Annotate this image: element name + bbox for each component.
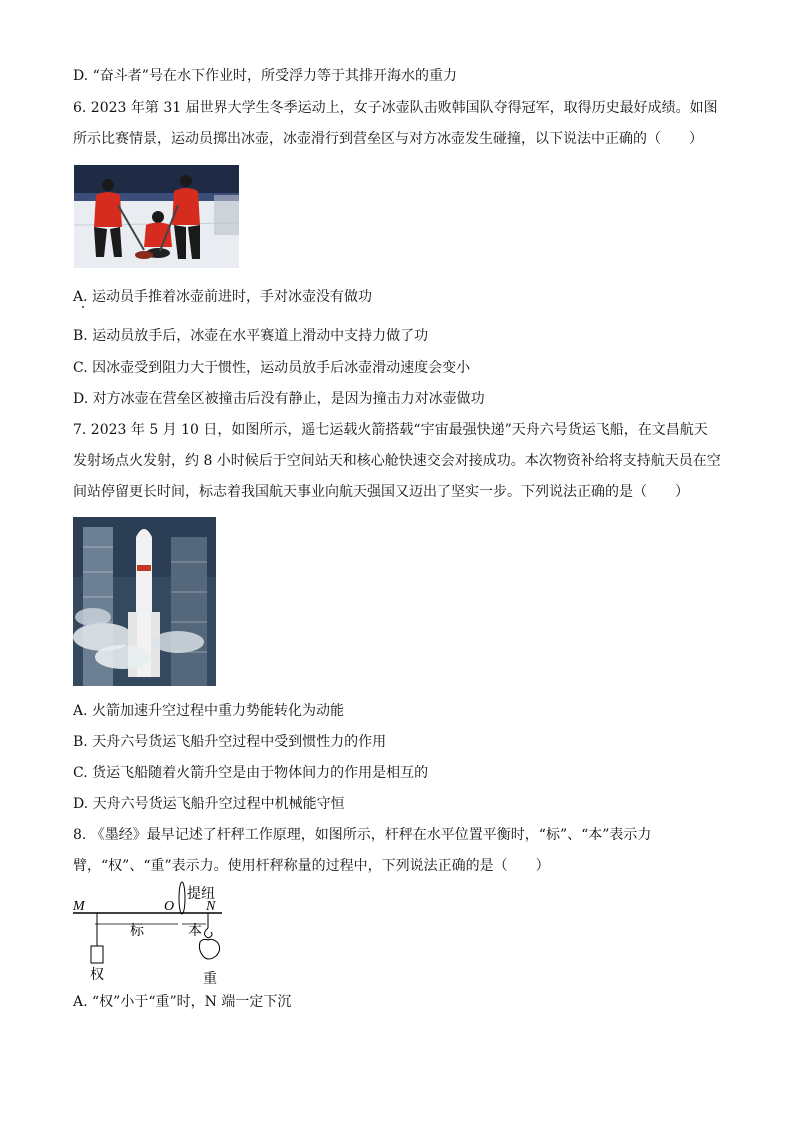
q7-option-a: A. 火箭加速升空过程中重力势能转化为动能: [73, 703, 345, 719]
label-zhong: 重: [203, 972, 217, 987]
q7-option-b: B. 天舟六号货运飞船升空过程中受到惯性力的作用: [73, 734, 387, 750]
rocket-launch-photo: [73, 517, 216, 686]
q7-option-c: C. 货运飞船随着火箭升空是由于物体间力的作用是相互的: [73, 765, 429, 781]
q6-option-b: B. 运动员放手后，冰壶在水平赛道上滑动中支持力做了功: [73, 328, 429, 344]
q5-option-d: D. “奋斗者”号在水下作业时，所受浮力等于其排开海水的重力: [73, 68, 457, 84]
q8-option-a: A. “权”小于“重”时，N 端一定下沉: [73, 994, 292, 1010]
stray-dot: [82, 306, 84, 308]
curling-photo: [74, 165, 239, 268]
q6-stem: 6. 2023 年第 31 届世界大学生冬季运动上，女子冰壶队击败韩国队夺得冠军，取得历史最好成绩。如图所示比赛情景，运动员掷出冰壶，冰壶滑行到营垒区与对方冰壶发生碰撞，以下说法中正确的（ ）: [73, 100, 718, 147]
q8-stem: 8. 《墨经》最早记述了杆秤工作原理，如图所示，杆秤在水平位置平衡时，“标”、“本”表示力臂，“权”、“重”表示力。使用杆秤称量的过程中，下列说法正确的是（ ）: [73, 827, 652, 874]
counterweight: [91, 946, 103, 963]
steelyard-diagram: [70, 880, 240, 990]
q6-option-a: A. 运动员手推着冰壶前进时，手对冰壶没有做功: [73, 289, 373, 305]
q6-option-d: D. 对方冰壶在营垒区被撞击后没有静止，是因为撞击力对冰壶做功: [73, 391, 485, 407]
label-ben: 本: [188, 924, 202, 939]
q7-stem: 7. 2023 年 5 月 10 日，如图所示，遥七运载火箭搭载“宇宙最强快递”天舟六号货运飞船，在文昌航天发射场点火发射，约 8 小时候后于空间站天和核心舱快速交会对接成功。本次物资补给将支持航天员在空间站停留更长时间，标志着我国航天事业向航天强国又迈出了坚实一步。下列说法正确的是（ ）: [73, 422, 721, 500]
label-biao: 标: [130, 924, 144, 939]
label-m: M: [73, 899, 85, 914]
q7-option-d: D. 天舟六号货运飞船升空过程中机械能守恒: [73, 796, 345, 812]
label-n: N: [206, 899, 216, 914]
load-object: [199, 939, 219, 959]
q6-option-c: C. 因冰壶受到阻力大于惯性，运动员放手后冰壶滑动速度会变小: [73, 360, 471, 376]
label-tiniu: 提纽: [187, 887, 215, 902]
pivot-loop: [179, 882, 185, 914]
label-quan: 权: [90, 968, 104, 983]
label-o: O: [164, 899, 175, 914]
